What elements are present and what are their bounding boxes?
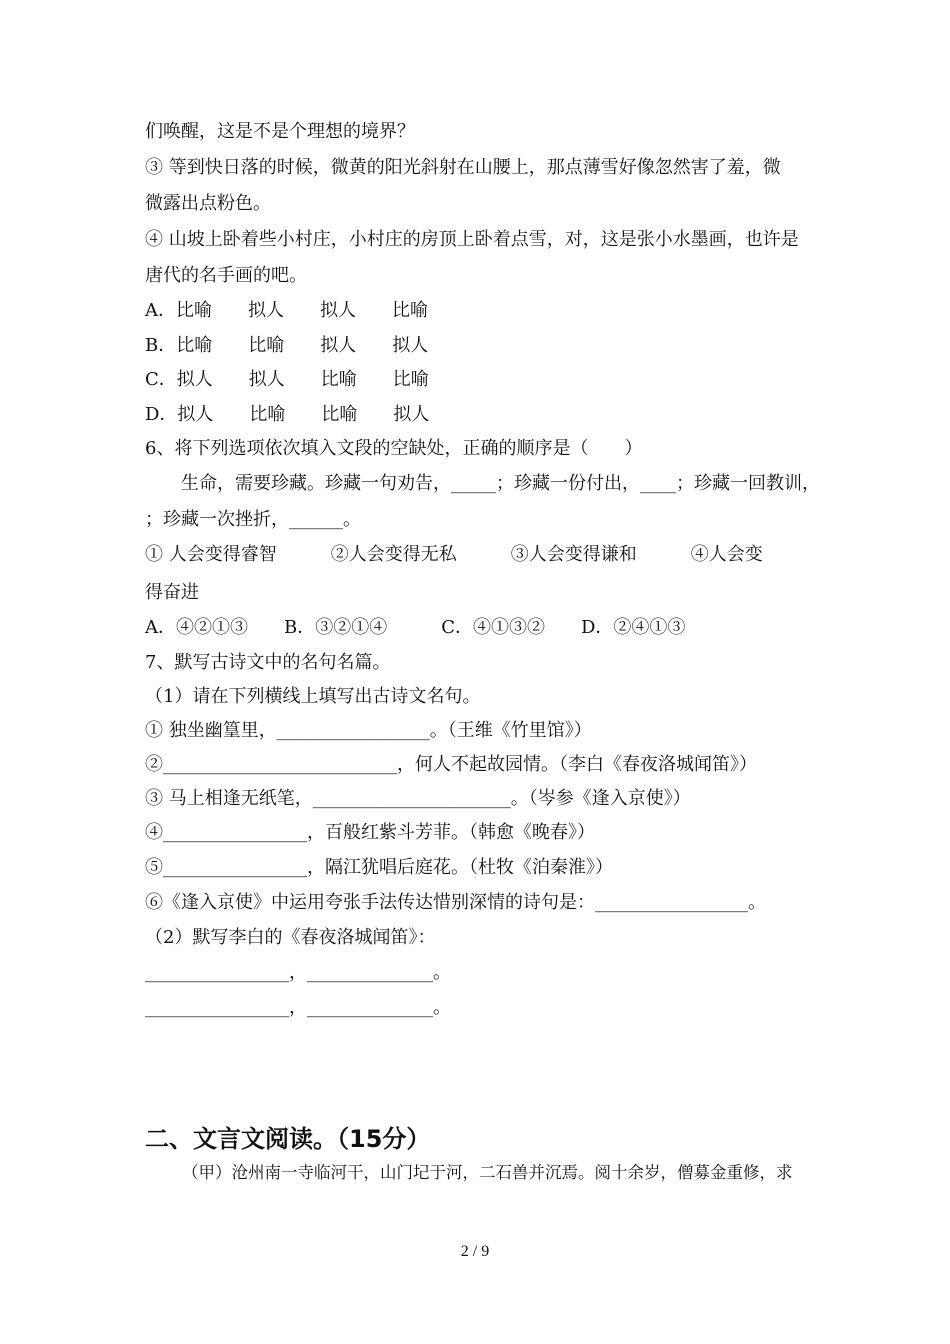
option-b: B．比喻 比喻 拟人 拟人 [145, 335, 429, 356]
section-heading: 二、文言文阅读。（15分） [145, 1125, 431, 1153]
text-line: 得奋进 [145, 582, 199, 603]
question-6: 6、将下列选项依次填入文段的空缺处，正确的顺序是（ ） [145, 438, 643, 459]
text-line: 唐代的名手画的吧。 [145, 265, 307, 286]
poem-line: ②__________________________，何人不起故园情。（李白《春夜洛城闻笛》） [145, 754, 757, 775]
text-line: 们唤醒，这是不是个理想的境界？ [145, 121, 415, 142]
option-c: C．拟人 拟人 比喻 比喻 [145, 369, 429, 390]
text-line: ④ 山坡上卧着些小村庄，小村庄的房顶上卧着点雪，对，这是张小水墨画，也许是 [145, 229, 799, 250]
blank-line: ________________，______________。 [145, 997, 451, 1018]
subquestion-1: （1）请在下列横线上填写出古诗文名句。 [145, 686, 481, 707]
passage-line: （甲）沧州南一寺临河干，山门圮于河，二石兽并沉焉。阅十余岁，僧募金重修，求 [182, 1163, 793, 1182]
poem-line: ⑥《逢入京使》中运用夸张手法传达惜别深情的诗句是：_________________。 [145, 892, 766, 913]
poem-line: ① 独坐幽篁里，_________________。（王维《竹里馆》） [145, 720, 592, 741]
blank-line: ________________，______________。 [145, 962, 451, 983]
option-d: D．拟人 比喻 比喻 拟人 [145, 404, 430, 425]
text-line: 生命，需要珍藏。珍藏一句劝告，_____；珍藏一份付出，____；珍藏一回教训， [145, 473, 820, 494]
text-line: 微露出点粉色。 [145, 193, 271, 214]
page-number: 2 / 9 [460, 1243, 490, 1260]
option-a: A．比喻 拟人 拟人 比喻 [145, 300, 428, 321]
text-line: ；珍藏一次挫折，______。 [145, 509, 361, 530]
poem-line: ⑤________________，隔江犹唱后庭花。（杜牧《泊秦淮》） [145, 857, 613, 878]
text-line: ① 人会变得睿智 ②人会变得无私 ③人会变得谦和 ④人会变 [145, 544, 763, 565]
question-7: 7、默写古诗文中的名句名篇。 [145, 652, 391, 673]
poem-line: ④________________，百般红紫斗芳菲。（韩愈《晚春》） [145, 822, 595, 843]
answer-options: A．④②①③ B．③②①④ C．④①③② D．②④①③ [145, 617, 686, 638]
text-line: ③ 等到快日落的时候，微黄的阳光斜射在山腰上，那点薄雪好像忽然害了羞，微 [145, 157, 781, 178]
poem-line: ③ 马上相逢无纸笔，______________________。（岑参《逢入京使》） [145, 788, 691, 809]
subquestion-2: （2）默写李白的《春夜洛城闻笛》： [145, 927, 436, 948]
